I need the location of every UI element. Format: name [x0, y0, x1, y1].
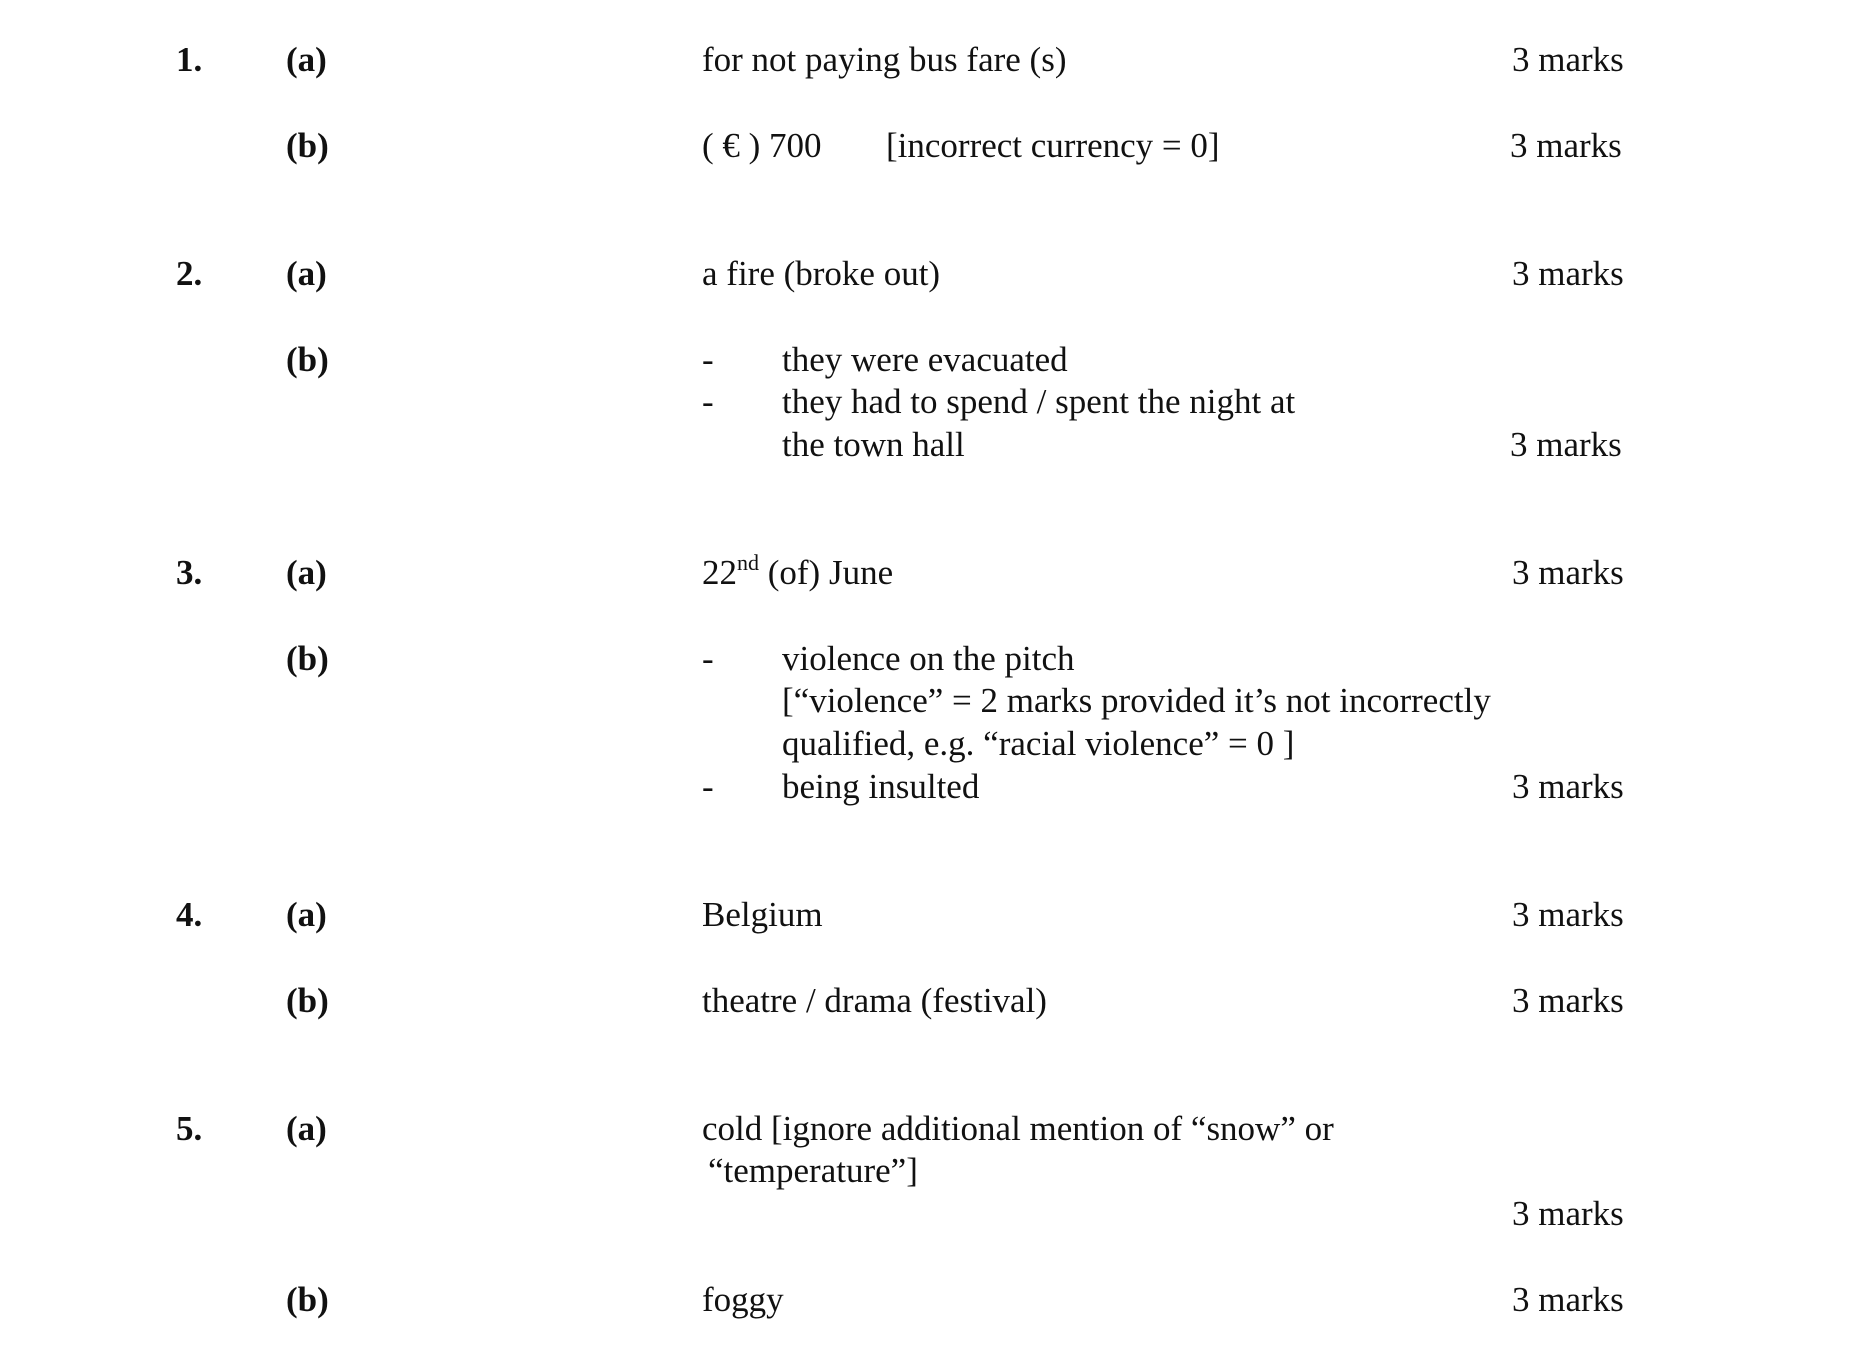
question-1a-answer: for not paying bus fare (s): [702, 40, 1067, 79]
question-5-number: 5.: [176, 1109, 203, 1148]
question-2b-bullet-2-line-1: they had to spend / spent the night at: [782, 382, 1296, 421]
question-5a-label: (a): [286, 1109, 327, 1148]
question-1b-answer: ( € ) 700: [702, 126, 822, 165]
question-4a-answer: Belgium: [702, 895, 823, 934]
question-3a-day: 22: [702, 553, 737, 592]
question-5a-answer-line-2: “temperature”]: [708, 1151, 918, 1190]
question-2-number: 2.: [176, 254, 203, 293]
question-3b-bullet-1-dash: -: [702, 639, 714, 678]
question-1a-marks: 3 marks: [1512, 40, 1624, 79]
question-2b-label: (b): [286, 340, 329, 379]
question-5b-label: (b): [286, 1280, 329, 1319]
question-3b-note-line-1: [“violence” = 2 marks provided it’s not incorrectly: [782, 681, 1491, 720]
question-3a-marks: 3 marks: [1512, 553, 1624, 592]
question-3b-marks: 3 marks: [1512, 767, 1624, 806]
question-2b-bullet-2-line-2: the town hall: [782, 425, 965, 464]
question-1b-label: (b): [286, 126, 329, 165]
question-1a-label: (a): [286, 40, 327, 79]
question-5b-answer: foggy: [702, 1280, 784, 1319]
question-4a-marks: 3 marks: [1512, 895, 1624, 934]
question-1b-note: [incorrect currency = 0]: [886, 126, 1220, 165]
question-4b-answer: theatre / drama (festival): [702, 981, 1047, 1020]
question-3b-label: (b): [286, 639, 329, 678]
question-4b-marks: 3 marks: [1512, 981, 1624, 1020]
question-3b-bullet-2-dash: -: [702, 767, 714, 806]
question-2b-bullet-1: they were evacuated: [782, 340, 1068, 379]
question-3b-bullet-1: violence on the pitch: [782, 639, 1075, 678]
question-4-number: 4.: [176, 895, 203, 934]
question-3a-answer: [702, 552, 893, 594]
question-3a-month: (of) June: [759, 553, 894, 592]
question-2a-answer: a fire (broke out): [702, 254, 941, 293]
question-2b-bullet-2-dash: -: [702, 382, 714, 421]
question-4b-label: (b): [286, 981, 329, 1020]
question-3b-note-line-2: qualified, e.g. “racial violence” = 0 ]: [782, 724, 1295, 763]
question-2a-label: (a): [286, 254, 327, 293]
question-5a-marks: 3 marks: [1512, 1194, 1624, 1233]
question-1-number: 1.: [176, 40, 203, 79]
question-4a-label: (a): [286, 895, 327, 934]
question-1b-marks: 3 marks: [1510, 126, 1622, 165]
question-2b-bullet-1-dash: -: [702, 340, 714, 379]
question-2b-marks: 3 marks: [1510, 425, 1622, 464]
question-3a-ordinal: nd: [737, 550, 759, 575]
question-5a-answer-line-1: cold [ignore additional mention of “snow” or: [702, 1109, 1334, 1148]
question-5b-marks: 3 marks: [1512, 1280, 1624, 1319]
question-3b-bullet-2: being insulted: [782, 767, 980, 806]
question-3-number: 3.: [176, 553, 203, 592]
question-2a-marks: 3 marks: [1512, 254, 1624, 293]
question-3a-label: (a): [286, 553, 327, 592]
